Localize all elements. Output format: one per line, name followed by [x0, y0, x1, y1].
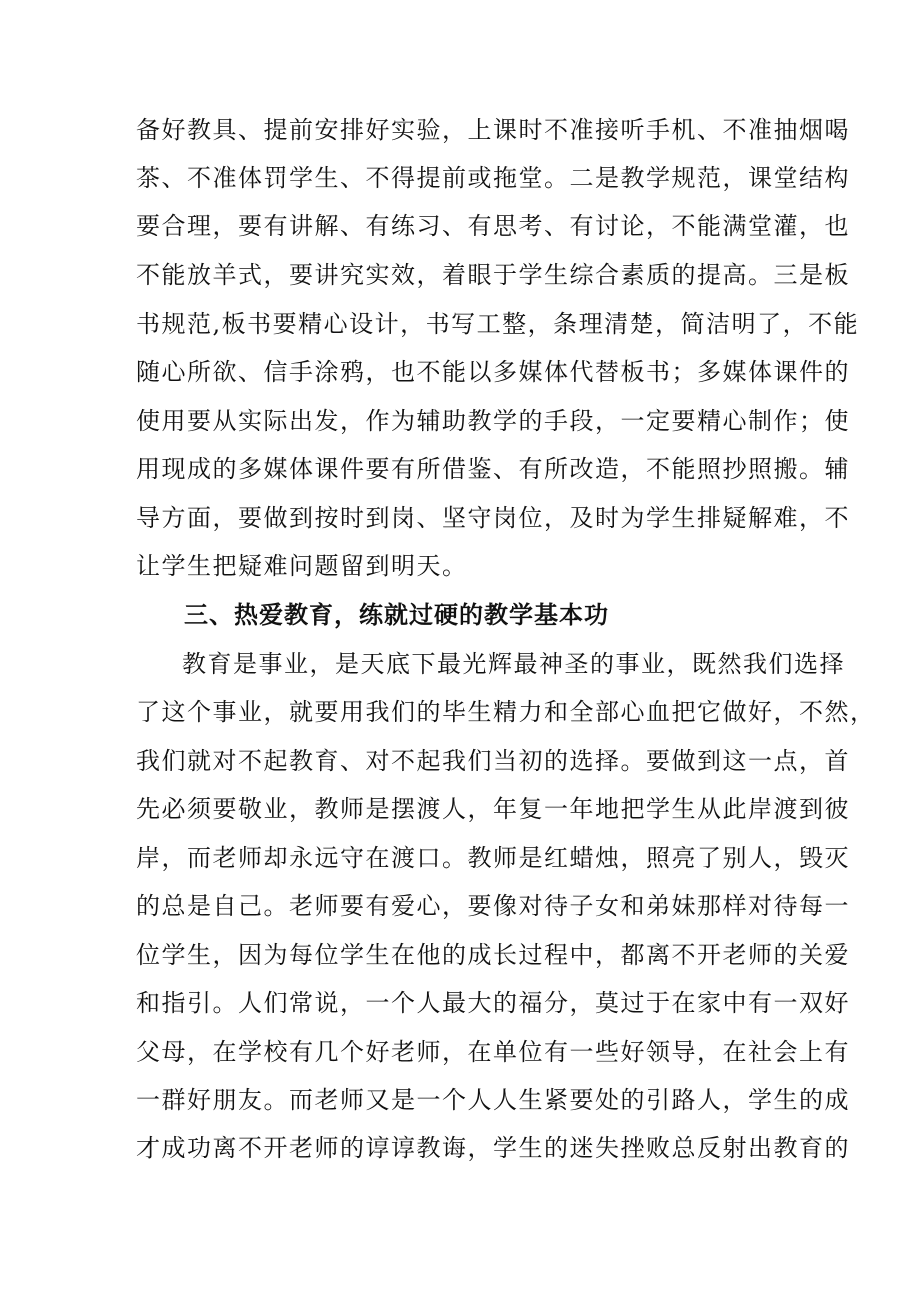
paragraph-line: 随心所欲、信手涂鸦，也不能以多媒体代替板书；多媒体课件的 [136, 358, 850, 386]
paragraph-line: 导方面，要做到按时到岗、坚守岗位，及时为学生排疑解难，不 [136, 504, 850, 532]
paragraph-line: 父母，在学校有几个好老师，在单位有一些好领导，在社会上有 [136, 1038, 850, 1066]
paragraph-line: 一群好朋友。而老师又是一个人人生紧要处的引路人，学生的成 [136, 1086, 850, 1114]
paragraph-line: 和指引。人们常说，一个人最大的福分，莫过于在家中有一双好 [136, 989, 850, 1017]
paragraph-line: 让学生把疑难问题留到明天。 [136, 552, 468, 580]
paragraph-line: 不能放羊式，要讲究实效，着眼于学生综合素质的提高。三是板 [136, 261, 850, 289]
paragraph-line: 位学生，因为每位学生在他的成长过程中，都离不开老师的关爱 [136, 941, 850, 969]
paragraph-line: 用现成的多媒体课件要有所借鉴、有所改造，不能照抄照搬。辅 [136, 455, 850, 483]
paragraph-line: 才成功离不开老师的谆谆教诲，学生的迷失挫败总反射出教育的 [136, 1134, 850, 1162]
paragraph-line: 先必须要敬业，教师是摆渡人，年复一年地把学生从此岸渡到彼 [136, 795, 850, 823]
paragraph-line: 书规范,板书要精心设计，书写工整，条理清楚，简洁明了，不能 [136, 310, 860, 338]
paragraph-line: 茶、不准体罚学生、不得提前或拖堂。二是教学规范，课堂结构 [136, 164, 850, 192]
paragraph-line: 我们就对不起教育、对不起我们当初的选择。要做到这一点，首 [136, 747, 850, 775]
paragraph-line: 要合理，要有讲解、有练习、有思考、有讨论，不能满堂灌，也 [136, 212, 850, 240]
paragraph-line: 教育是事业，是天底下最光辉最神圣的事业，既然我们选择 [182, 650, 845, 678]
section-heading: 三、热爱教育，练就过硬的教学基本功 [184, 601, 609, 629]
paragraph-line: 了这个事业，就要用我们的毕生精力和全部心血把它做好，不然， [136, 698, 876, 726]
paragraph-line: 岸，而老师却永远守在渡口。教师是红蜡烛，照亮了别人，毁灭 [136, 844, 850, 872]
paragraph-line: 备好教具、提前安排好实验，上课时不准接听手机、不准抽烟喝 [136, 116, 850, 144]
paragraph-line: 的总是自己。老师要有爱心，要像对待子女和弟妹那样对待每一 [136, 892, 850, 920]
paragraph-line: 使用要从实际出发，作为辅助教学的手段，一定要精心制作；使 [136, 407, 850, 435]
